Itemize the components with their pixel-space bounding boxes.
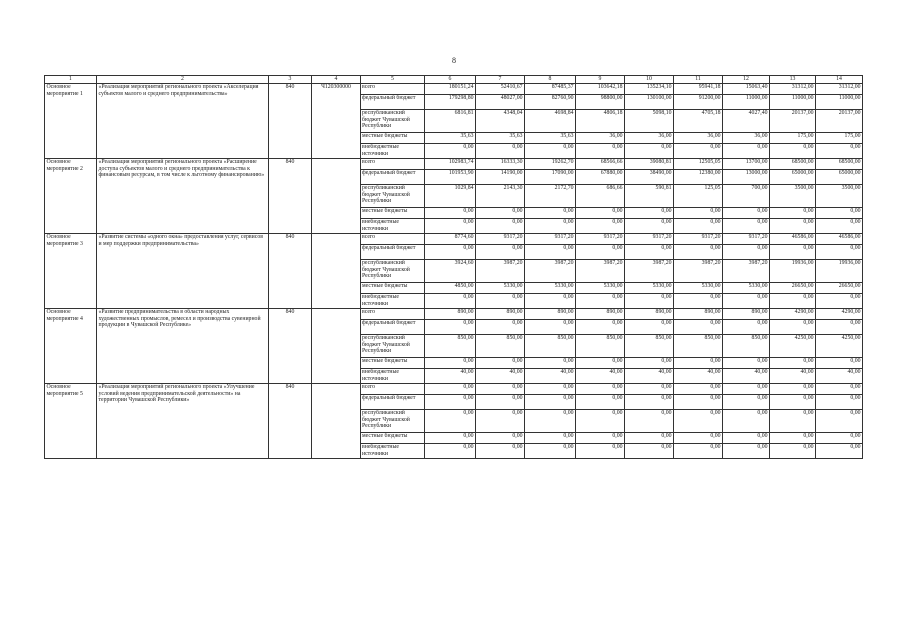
funding-source: внебюджетные источники	[361, 144, 425, 159]
funding-source: всего	[361, 384, 425, 395]
event-name: Основное мероприятие 1	[45, 84, 97, 159]
header-cell: 12	[723, 76, 770, 84]
amount-cell: 0,00	[723, 144, 770, 159]
amount-cell: 52410,67	[476, 84, 525, 95]
amount-cell: 39080,81	[625, 159, 674, 170]
amount-cell: 46586,00	[816, 234, 863, 245]
funding-source: всего	[361, 84, 425, 95]
amount-cell: 850,00	[625, 335, 674, 358]
amount-cell: 35,63	[525, 133, 576, 144]
funding-source: местные бюджеты	[361, 283, 425, 294]
amount-cell: 16333,30	[476, 159, 525, 170]
event-name: Основное мероприятие 4	[45, 309, 97, 384]
amount-cell: 0,00	[525, 245, 576, 260]
amount-cell: 175,00	[816, 133, 863, 144]
amount-cell: 98800,00	[576, 95, 625, 110]
amount-cell: 19936,00	[770, 260, 816, 283]
event-name: Основное мероприятие 3	[45, 234, 97, 309]
header-cell: 4	[312, 76, 361, 84]
amount-cell: 13700,00	[723, 159, 770, 170]
funding-source: внебюджетные источники	[361, 219, 425, 234]
amount-cell: 890,00	[425, 309, 476, 320]
amount-cell: 0,00	[525, 294, 576, 309]
amount-cell: 0,00	[525, 208, 576, 219]
amount-cell: 0,00	[425, 144, 476, 159]
amount-cell: 9317,20	[476, 234, 525, 245]
amount-cell: 0,00	[625, 358, 674, 369]
amount-cell: 0,00	[723, 395, 770, 410]
amount-cell: 130100,00	[625, 95, 674, 110]
amount-cell: 35,63	[425, 133, 476, 144]
amount-cell: 0,00	[816, 320, 863, 335]
amount-cell: 0,00	[770, 320, 816, 335]
amount-cell: 67880,00	[576, 170, 625, 185]
header-cell: 2	[97, 76, 269, 84]
amount-cell: 0,00	[625, 410, 674, 433]
target-article-code	[312, 234, 361, 309]
amount-cell: 4806,18	[576, 110, 625, 133]
amount-cell: 0,00	[476, 410, 525, 433]
amount-cell: 9317,20	[723, 234, 770, 245]
amount-cell: 38490,00	[625, 170, 674, 185]
funding-source: республиканский бюджет Чувашской Республики	[361, 260, 425, 283]
amount-cell: 0,00	[674, 219, 723, 234]
amount-cell: 0,00	[816, 410, 863, 433]
amount-cell: 91200,00	[674, 95, 723, 110]
table-row	[45, 159, 863, 170]
amount-cell: 4348,04	[476, 110, 525, 133]
amount-cell: 15063,40	[723, 84, 770, 95]
amount-cell: 0,00	[525, 395, 576, 410]
amount-cell: 0,00	[770, 358, 816, 369]
target-article-code	[312, 159, 361, 234]
amount-cell: 103642,18	[576, 84, 625, 95]
amount-cell: 20137,00	[816, 110, 863, 133]
amount-cell: 26650,00	[770, 283, 816, 294]
amount-cell: 0,00	[723, 320, 770, 335]
amount-cell: 35,63	[476, 133, 525, 144]
amount-cell: 125,05	[674, 185, 723, 208]
amount-cell: 9317,20	[674, 234, 723, 245]
amount-cell: 0,00	[425, 219, 476, 234]
amount-cell: 12380,00	[674, 170, 723, 185]
amount-cell: 890,00	[625, 309, 674, 320]
funding-source: федеральный бюджет	[361, 320, 425, 335]
funding-source: местные бюджеты	[361, 208, 425, 219]
funding-source: федеральный бюджет	[361, 245, 425, 260]
amount-cell: 36,00	[723, 133, 770, 144]
amount-cell: 0,00	[674, 320, 723, 335]
amount-cell: 0,00	[625, 144, 674, 159]
amount-cell: 11000,00	[770, 95, 816, 110]
amount-cell: 9317,20	[525, 234, 576, 245]
amount-cell: 0,00	[576, 208, 625, 219]
amount-cell: 0,00	[425, 395, 476, 410]
amount-cell: 68500,00	[816, 159, 863, 170]
amount-cell: 0,00	[674, 444, 723, 459]
amount-cell: 0,00	[576, 358, 625, 369]
amount-cell: 175,00	[770, 133, 816, 144]
amount-cell: 890,00	[476, 309, 525, 320]
event-description: «Развитие предпринимательства в области народных художественных промыслов, ремесел и производства сувенирной продукции в Чувашской Республике»	[97, 309, 269, 384]
amount-cell: 3987,20	[525, 260, 576, 283]
amount-cell: 0,00	[425, 245, 476, 260]
amount-cell: 0,00	[425, 358, 476, 369]
amount-cell: 0,00	[525, 219, 576, 234]
amount-cell: 0,00	[476, 245, 525, 260]
amount-cell: 890,00	[674, 309, 723, 320]
amount-cell: 20137,00	[770, 110, 816, 133]
amount-cell: 1029,84	[425, 185, 476, 208]
amount-cell: 0,00	[625, 395, 674, 410]
amount-cell: 11000,00	[723, 95, 770, 110]
amount-cell: 0,00	[625, 294, 674, 309]
amount-cell: 0,00	[723, 433, 770, 444]
amount-cell: 26650,00	[816, 283, 863, 294]
amount-cell: 11000,00	[816, 95, 863, 110]
amount-cell: 68566,66	[576, 159, 625, 170]
amount-cell: 4250,00	[770, 335, 816, 358]
amount-cell: 0,00	[770, 395, 816, 410]
amount-cell: 40,00	[425, 369, 476, 384]
amount-cell: 68500,00	[770, 159, 816, 170]
table-row	[45, 234, 863, 245]
funding-source: внебюджетные источники	[361, 369, 425, 384]
amount-cell: 0,00	[476, 395, 525, 410]
amount-cell: 0,00	[476, 444, 525, 459]
amount-cell: 31312,00	[770, 84, 816, 95]
page-number: 8	[452, 56, 456, 65]
amount-cell: 0,00	[576, 395, 625, 410]
amount-cell: 3987,20	[674, 260, 723, 283]
amount-cell: 0,00	[674, 294, 723, 309]
amount-cell: 40,00	[723, 369, 770, 384]
amount-cell: 0,00	[816, 433, 863, 444]
amount-cell: 180151,24	[425, 84, 476, 95]
amount-cell: 101953,90	[425, 170, 476, 185]
amount-cell: 3500,00	[770, 185, 816, 208]
grbs-code: 840	[269, 159, 312, 234]
amount-cell: 3987,20	[625, 260, 674, 283]
amount-cell: 9317,20	[625, 234, 674, 245]
funding-source: республиканский бюджет Чувашской Республики	[361, 185, 425, 208]
table-row	[45, 384, 863, 395]
amount-cell: 850,00	[476, 335, 525, 358]
amount-cell: 0,00	[770, 410, 816, 433]
amount-cell: 65000,00	[770, 170, 816, 185]
amount-cell: 0,00	[674, 144, 723, 159]
header-cell: 3	[269, 76, 312, 84]
amount-cell: 0,00	[816, 358, 863, 369]
amount-cell: 590,81	[625, 185, 674, 208]
amount-cell: 0,00	[525, 320, 576, 335]
amount-cell: 0,00	[770, 144, 816, 159]
amount-cell: 0,00	[723, 219, 770, 234]
amount-cell: 46586,00	[770, 234, 816, 245]
funding-source: федеральный бюджет	[361, 95, 425, 110]
amount-cell: 3987,20	[576, 260, 625, 283]
amount-cell: 3987,20	[723, 260, 770, 283]
amount-cell: 40,00	[576, 369, 625, 384]
amount-cell: 5330,00	[476, 283, 525, 294]
amount-cell: 4250,00	[816, 335, 863, 358]
amount-cell: 0,00	[770, 294, 816, 309]
amount-cell: 0,00	[723, 444, 770, 459]
amount-cell: 0,00	[576, 320, 625, 335]
amount-cell: 0,00	[816, 144, 863, 159]
amount-cell: 3500,00	[816, 185, 863, 208]
amount-cell: 0,00	[425, 410, 476, 433]
funding-source: республиканский бюджет Чувашской Республики	[361, 110, 425, 133]
funding-source: республиканский бюджет Чувашской Республики	[361, 335, 425, 358]
amount-cell: 0,00	[425, 384, 476, 395]
amount-cell: 0,00	[476, 219, 525, 234]
target-article-code: Ч120300000	[312, 84, 361, 159]
amount-cell: 5330,00	[625, 283, 674, 294]
amount-cell: 0,00	[525, 444, 576, 459]
amount-cell: 0,00	[525, 144, 576, 159]
header-cell: 5	[361, 76, 425, 84]
amount-cell: 3987,20	[476, 260, 525, 283]
amount-cell: 5330,00	[576, 283, 625, 294]
amount-cell: 850,00	[723, 335, 770, 358]
amount-cell: 0,00	[770, 219, 816, 234]
amount-cell: 102983,74	[425, 159, 476, 170]
header-cell: 1	[45, 76, 97, 84]
budget-table	[44, 75, 863, 459]
amount-cell: 0,00	[816, 444, 863, 459]
amount-cell: 5330,00	[723, 283, 770, 294]
amount-cell: 2143,30	[476, 185, 525, 208]
amount-cell: 0,00	[816, 219, 863, 234]
header-cell: 6	[425, 76, 476, 84]
amount-cell: 0,00	[576, 144, 625, 159]
amount-cell: 4698,84	[525, 110, 576, 133]
amount-cell: 4290,00	[816, 309, 863, 320]
funding-source: всего	[361, 309, 425, 320]
amount-cell: 0,00	[576, 219, 625, 234]
header-row	[45, 76, 863, 84]
amount-cell: 0,00	[425, 208, 476, 219]
table-row	[45, 84, 863, 95]
amount-cell: 0,00	[723, 208, 770, 219]
grbs-code: 840	[269, 84, 312, 159]
amount-cell: 2172,70	[525, 185, 576, 208]
amount-cell: 0,00	[425, 433, 476, 444]
amount-cell: 31312,00	[816, 84, 863, 95]
amount-cell: 0,00	[770, 245, 816, 260]
event-description: «Развитие системы «одного окна» предоставления услуг, сервисов и мер поддержки предпринимательства»	[97, 234, 269, 309]
amount-cell: 36,00	[576, 133, 625, 144]
amount-cell: 19936,00	[816, 260, 863, 283]
amount-cell: 0,00	[770, 208, 816, 219]
amount-cell: 0,00	[525, 358, 576, 369]
amount-cell: 82760,90	[525, 95, 576, 110]
event-description: «Реализация мероприятий регионального проекта «Расширение доступа субъектов малого и среднего предпринимательства к финансовым ресурсам, в том числе к льготному финансированию»	[97, 159, 269, 234]
amount-cell: 0,00	[723, 358, 770, 369]
amount-cell: 0,00	[770, 444, 816, 459]
amount-cell: 19262,70	[525, 159, 576, 170]
amount-cell: 0,00	[476, 294, 525, 309]
amount-cell: 0,00	[816, 208, 863, 219]
amount-cell: 0,00	[576, 245, 625, 260]
amount-cell: 0,00	[770, 384, 816, 395]
amount-cell: 65000,00	[816, 170, 863, 185]
amount-cell: 0,00	[625, 219, 674, 234]
amount-cell: 0,00	[625, 320, 674, 335]
event-description: «Реализация мероприятий регионального проекта «Акселерация субъектов малого и среднего предпринимательства»	[97, 84, 269, 159]
header-cell: 10	[625, 76, 674, 84]
amount-cell: 0,00	[816, 395, 863, 410]
table-row	[45, 309, 863, 320]
target-article-code	[312, 309, 361, 384]
amount-cell: 850,00	[674, 335, 723, 358]
amount-cell: 0,00	[816, 384, 863, 395]
amount-cell: 0,00	[576, 410, 625, 433]
amount-cell: 0,00	[674, 410, 723, 433]
header-cell: 11	[674, 76, 723, 84]
amount-cell: 135234,10	[625, 84, 674, 95]
amount-cell: 179298,80	[425, 95, 476, 110]
header-cell: 14	[816, 76, 863, 84]
amount-cell: 5330,00	[525, 283, 576, 294]
amount-cell: 0,00	[525, 384, 576, 395]
amount-cell: 0,00	[425, 320, 476, 335]
amount-cell: 0,00	[674, 245, 723, 260]
amount-cell: 40,00	[770, 369, 816, 384]
amount-cell: 3924,60	[425, 260, 476, 283]
amount-cell: 0,00	[425, 294, 476, 309]
funding-source: всего	[361, 234, 425, 245]
amount-cell: 4850,00	[425, 283, 476, 294]
amount-cell: 0,00	[525, 433, 576, 444]
amount-cell: 0,00	[625, 444, 674, 459]
amount-cell: 6816,81	[425, 110, 476, 133]
amount-cell: 0,00	[576, 294, 625, 309]
amount-cell: 0,00	[723, 245, 770, 260]
amount-cell: 0,00	[674, 395, 723, 410]
amount-cell: 0,00	[476, 144, 525, 159]
header-cell: 9	[576, 76, 625, 84]
amount-cell: 0,00	[816, 245, 863, 260]
grbs-code: 840	[269, 309, 312, 384]
header-cell: 8	[525, 76, 576, 84]
amount-cell: 4027,40	[723, 110, 770, 133]
funding-source: федеральный бюджет	[361, 170, 425, 185]
amount-cell: 5098,10	[625, 110, 674, 133]
amount-cell: 0,00	[476, 433, 525, 444]
amount-cell: 0,00	[425, 444, 476, 459]
amount-cell: 0,00	[476, 358, 525, 369]
grbs-code: 840	[269, 384, 312, 459]
funding-source: местные бюджеты	[361, 358, 425, 369]
grbs-code: 840	[269, 234, 312, 309]
header-cell: 7	[476, 76, 525, 84]
amount-cell: 0,00	[723, 410, 770, 433]
amount-cell: 13000,00	[723, 170, 770, 185]
amount-cell: 0,00	[674, 433, 723, 444]
amount-cell: 0,00	[723, 384, 770, 395]
amount-cell: 0,00	[476, 320, 525, 335]
amount-cell: 890,00	[576, 309, 625, 320]
event-description: «Реализация мероприятий регионального проекта «Улучшение условий ведения предпринимательской деятельности» на территории Чувашской Республики»	[97, 384, 269, 459]
funding-source: местные бюджеты	[361, 433, 425, 444]
amount-cell: 700,00	[723, 185, 770, 208]
amount-cell: 36,00	[674, 133, 723, 144]
target-article-code	[312, 384, 361, 459]
amount-cell: 890,00	[723, 309, 770, 320]
amount-cell: 0,00	[770, 433, 816, 444]
amount-cell: 0,00	[576, 384, 625, 395]
amount-cell: 0,00	[674, 358, 723, 369]
amount-cell: 9317,20	[576, 234, 625, 245]
amount-cell: 0,00	[476, 208, 525, 219]
amount-cell: 87485,37	[525, 84, 576, 95]
amount-cell: 0,00	[674, 384, 723, 395]
funding-source: республиканский бюджет Чувашской Республики	[361, 410, 425, 433]
amount-cell: 850,00	[576, 335, 625, 358]
amount-cell: 48027,00	[476, 95, 525, 110]
amount-cell: 0,00	[625, 384, 674, 395]
funding-source: всего	[361, 159, 425, 170]
amount-cell: 0,00	[525, 410, 576, 433]
funding-source: внебюджетные источники	[361, 444, 425, 459]
amount-cell: 4705,18	[674, 110, 723, 133]
funding-source: местные бюджеты	[361, 133, 425, 144]
amount-cell: 40,00	[816, 369, 863, 384]
amount-cell: 14190,00	[476, 170, 525, 185]
amount-cell: 36,00	[625, 133, 674, 144]
amount-cell: 17090,00	[525, 170, 576, 185]
amount-cell: 0,00	[625, 208, 674, 219]
amount-cell: 850,00	[525, 335, 576, 358]
funding-source: внебюджетные источники	[361, 294, 425, 309]
funding-source: федеральный бюджет	[361, 395, 425, 410]
amount-cell: 0,00	[476, 384, 525, 395]
amount-cell: 40,00	[476, 369, 525, 384]
amount-cell: 12505,05	[674, 159, 723, 170]
amount-cell: 5330,00	[674, 283, 723, 294]
event-name: Основное мероприятие 5	[45, 384, 97, 459]
amount-cell: 0,00	[674, 208, 723, 219]
amount-cell: 40,00	[625, 369, 674, 384]
event-name: Основное мероприятие 2	[45, 159, 97, 234]
amount-cell: 8774,60	[425, 234, 476, 245]
amount-cell: 0,00	[625, 433, 674, 444]
amount-cell: 95941,18	[674, 84, 723, 95]
amount-cell: 4290,00	[770, 309, 816, 320]
amount-cell: 890,00	[525, 309, 576, 320]
amount-cell: 40,00	[525, 369, 576, 384]
amount-cell: 0,00	[625, 245, 674, 260]
amount-cell: 686,66	[576, 185, 625, 208]
amount-cell: 40,00	[674, 369, 723, 384]
amount-cell: 0,00	[576, 433, 625, 444]
amount-cell: 850,00	[425, 335, 476, 358]
amount-cell: 0,00	[576, 444, 625, 459]
header-cell: 13	[770, 76, 816, 84]
amount-cell: 0,00	[816, 294, 863, 309]
amount-cell: 0,00	[723, 294, 770, 309]
